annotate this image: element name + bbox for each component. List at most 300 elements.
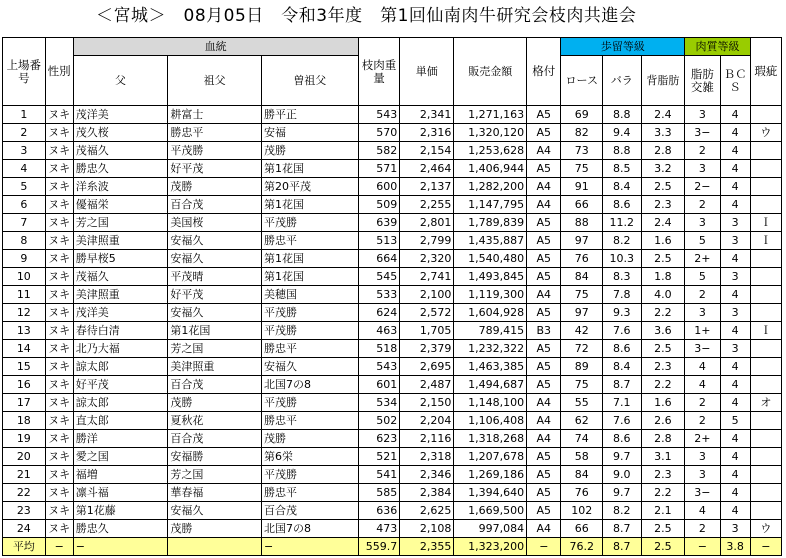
cell-great-grandfather: 安福久 xyxy=(261,358,358,376)
cell-father: 茂洋美 xyxy=(73,106,168,124)
cell-great-grandfather: 第1花国 xyxy=(261,268,358,286)
avg-grade: − xyxy=(527,538,561,556)
cell-great-grandfather: 北国7の8 xyxy=(261,520,358,538)
cell-father: 勝洋 xyxy=(73,430,168,448)
table-row xyxy=(3,358,782,376)
cell-father: 愛之国 xyxy=(73,448,168,466)
cell-bcs: 5 xyxy=(720,412,750,430)
cell-great-grandfather: 茂勝 xyxy=(261,142,358,160)
cell-sex: ヌキ xyxy=(45,124,73,142)
cell-lot-no: 9 xyxy=(3,250,46,268)
cell-backfat: 2.4 xyxy=(641,214,685,232)
table-row xyxy=(3,466,782,484)
cell-backfat: 2.3 xyxy=(641,466,685,484)
cell-sex: ヌキ xyxy=(45,502,73,520)
cell-amount: 1,147,795 xyxy=(454,196,527,214)
cell-amount: 1,604,928 xyxy=(454,304,527,322)
cell-grandfather: 茂勝 xyxy=(168,520,262,538)
cell-marbling: 4 xyxy=(685,376,720,394)
cell-marbling: 2 xyxy=(685,520,720,538)
cell-amount: 1,207,678 xyxy=(454,448,527,466)
cell-marbling: 3 xyxy=(685,304,720,322)
cell-sex: ヌキ xyxy=(45,412,73,430)
header-grandfather: 祖父 xyxy=(168,56,262,106)
cell-sex: ヌキ xyxy=(45,466,73,484)
table-row xyxy=(3,322,782,340)
cell-grade: A5 xyxy=(527,358,561,376)
header-grade: 格付 xyxy=(527,38,561,106)
cell-price: 1,705 xyxy=(400,322,454,340)
cell-rib: 11.2 xyxy=(603,214,641,232)
table-row xyxy=(3,304,782,322)
cell-defect xyxy=(750,268,781,286)
cell-lot-no: 1 xyxy=(3,106,46,124)
avg-backfat: 2.5 xyxy=(641,538,685,556)
header-marbling: 脂肪交雑 xyxy=(685,56,720,106)
cell-lot-no: 7 xyxy=(3,214,46,232)
cell-rib: 8.4 xyxy=(603,178,641,196)
cell-rib: 8.7 xyxy=(603,520,641,538)
cell-defect xyxy=(750,466,781,484)
cell-father: 勝早桜5 xyxy=(73,250,168,268)
cell-loin: 62 xyxy=(561,412,603,430)
cell-grade: A5 xyxy=(527,250,561,268)
cell-loin: 55 xyxy=(561,394,603,412)
cell-great-grandfather: 平茂勝 xyxy=(261,214,358,232)
cell-grade: B3 xyxy=(527,322,561,340)
cell-father: 福増 xyxy=(73,466,168,484)
table-row xyxy=(3,286,782,304)
cell-sex: ヌキ xyxy=(45,430,73,448)
cell-grade: A4 xyxy=(527,196,561,214)
cell-price: 2,318 xyxy=(400,448,454,466)
cell-price: 2,255 xyxy=(400,196,454,214)
cell-loin: 97 xyxy=(561,304,603,322)
cell-loin: 66 xyxy=(561,196,603,214)
avg-bcs: 3.8 xyxy=(720,538,750,556)
cell-weight: 582 xyxy=(358,142,400,160)
cell-great-grandfather: 茂勝 xyxy=(261,430,358,448)
cell-loin: 58 xyxy=(561,448,603,466)
cell-grade: A4 xyxy=(527,394,561,412)
cell-weight: 624 xyxy=(358,304,400,322)
cell-bcs: 4 xyxy=(720,466,750,484)
cell-marbling: 2 xyxy=(685,412,720,430)
cell-weight: 543 xyxy=(358,106,400,124)
cell-bcs: 4 xyxy=(720,196,750,214)
cell-backfat: 1.8 xyxy=(641,268,685,286)
cell-grandfather: 勝忠平 xyxy=(168,124,262,142)
cell-weight: 545 xyxy=(358,268,400,286)
cell-lot-no: 2 xyxy=(3,124,46,142)
cell-weight: 570 xyxy=(358,124,400,142)
cell-defect xyxy=(750,142,781,160)
cell-grade: A4 xyxy=(527,142,561,160)
cell-grandfather: 芳之国 xyxy=(168,340,262,358)
cell-great-grandfather: 平茂勝 xyxy=(261,322,358,340)
avg-father: − xyxy=(73,538,168,556)
cell-lot-no: 23 xyxy=(3,502,46,520)
cell-lot-no: 3 xyxy=(3,142,46,160)
cell-grade: A5 xyxy=(527,268,561,286)
cell-loin: 88 xyxy=(561,214,603,232)
cell-lot-no: 14 xyxy=(3,340,46,358)
table-row xyxy=(3,520,782,538)
cell-loin: 84 xyxy=(561,268,603,286)
cell-great-grandfather: 第1花国 xyxy=(261,196,358,214)
cell-price: 2,572 xyxy=(400,304,454,322)
cell-bcs: 4 xyxy=(720,376,750,394)
header-backfat: 背脂肪 xyxy=(641,56,685,106)
cell-price: 2,341 xyxy=(400,106,454,124)
cell-sex: ヌキ xyxy=(45,286,73,304)
cell-father: 諒太郎 xyxy=(73,358,168,376)
cell-bcs: 3 xyxy=(720,340,750,358)
header-carcass-weight: 枝肉重量 xyxy=(358,38,400,106)
cell-backfat: 2.6 xyxy=(641,412,685,430)
cell-loin: 72 xyxy=(561,340,603,358)
cell-rib: 9.7 xyxy=(603,484,641,502)
cell-backfat: 3.6 xyxy=(641,322,685,340)
cell-lot-no: 15 xyxy=(3,358,46,376)
cell-sex: ヌキ xyxy=(45,376,73,394)
table-row xyxy=(3,124,782,142)
cell-weight: 541 xyxy=(358,466,400,484)
cell-backfat: 1.6 xyxy=(641,394,685,412)
cell-defect xyxy=(750,304,781,322)
cell-loin: 75 xyxy=(561,160,603,178)
cell-amount: 1,494,687 xyxy=(454,376,527,394)
cell-lot-no: 5 xyxy=(3,178,46,196)
cell-grade: A5 xyxy=(527,214,561,232)
cell-grandfather: 平茂勝 xyxy=(168,142,262,160)
cell-amount: 1,106,408 xyxy=(454,412,527,430)
cell-backfat: 2.4 xyxy=(641,106,685,124)
table-row xyxy=(3,142,782,160)
cell-sex: ヌキ xyxy=(45,358,73,376)
cell-grandfather: 華春福 xyxy=(168,484,262,502)
cell-grandfather: 第1花国 xyxy=(168,322,262,340)
cell-amount: 997,084 xyxy=(454,520,527,538)
cell-backfat: 2.5 xyxy=(641,250,685,268)
cell-sex: ヌキ xyxy=(45,142,73,160)
cell-price: 2,799 xyxy=(400,232,454,250)
cell-defect xyxy=(750,340,781,358)
cell-rib: 7.1 xyxy=(603,394,641,412)
cell-grandfather: 耕富士 xyxy=(168,106,262,124)
cell-grandfather: 美国桜 xyxy=(168,214,262,232)
avg-rib: 8.7 xyxy=(603,538,641,556)
cell-grade: A5 xyxy=(527,340,561,358)
cell-price: 2,695 xyxy=(400,358,454,376)
cell-price: 2,204 xyxy=(400,412,454,430)
cell-loin: 69 xyxy=(561,106,603,124)
cell-grandfather: 安福勝 xyxy=(168,448,262,466)
cell-amount: 1,394,640 xyxy=(454,484,527,502)
cell-father: 茂福久 xyxy=(73,142,168,160)
table-row xyxy=(3,196,782,214)
cell-weight: 600 xyxy=(358,178,400,196)
cell-father: 春待白清 xyxy=(73,322,168,340)
cell-grandfather: 平茂晴 xyxy=(168,268,262,286)
cell-bcs: 3 xyxy=(720,214,750,232)
cell-sex: ヌキ xyxy=(45,106,73,124)
cell-great-grandfather: 第1花国 xyxy=(261,160,358,178)
header-lineage: 血統 xyxy=(73,38,358,56)
cell-loin: 89 xyxy=(561,358,603,376)
cell-amount: 1,282,200 xyxy=(454,178,527,196)
cell-rib: 8.5 xyxy=(603,160,641,178)
cell-weight: 463 xyxy=(358,322,400,340)
cell-loin: 97 xyxy=(561,232,603,250)
cell-great-grandfather: 美穂国 xyxy=(261,286,358,304)
cell-backfat: 3.3 xyxy=(641,124,685,142)
avg-price: 2,355 xyxy=(400,538,454,556)
header-lot-no: 上場番号 xyxy=(3,38,46,106)
table-row xyxy=(3,178,782,196)
avg-amount: 1,323,200 xyxy=(454,538,527,556)
cell-grandfather: 茂勝 xyxy=(168,178,262,196)
table-body xyxy=(3,106,782,538)
cell-father: 美津照重 xyxy=(73,286,168,304)
cell-great-grandfather: 勝忠平 xyxy=(261,340,358,358)
cell-defect xyxy=(750,250,781,268)
cell-rib: 10.3 xyxy=(603,250,641,268)
cell-great-grandfather: 安福 xyxy=(261,124,358,142)
page-title: ＜宮城＞ 08月05日 令和3年度 第1回仙南肉牛研究会枝肉共進会 xyxy=(96,6,637,26)
cell-amount: 1,320,120 xyxy=(454,124,527,142)
cell-sex: ヌキ xyxy=(45,160,73,178)
cell-weight: 623 xyxy=(358,430,400,448)
cell-father: 第1花藤 xyxy=(73,502,168,520)
cell-lot-no: 17 xyxy=(3,394,46,412)
header-rib: バラ xyxy=(603,56,641,106)
cell-grandfather: 百合茂 xyxy=(168,430,262,448)
cell-backfat: 2.5 xyxy=(641,340,685,358)
cell-grandfather: 安福久 xyxy=(168,250,262,268)
cell-bcs: 4 xyxy=(720,142,750,160)
table-row xyxy=(3,394,782,412)
cell-bcs: 4 xyxy=(720,286,750,304)
cell-defect: ウ xyxy=(750,124,781,142)
cell-lot-no: 4 xyxy=(3,160,46,178)
cell-backfat: 4.0 xyxy=(641,286,685,304)
cell-defect xyxy=(750,502,781,520)
cell-grandfather: 芳之国 xyxy=(168,466,262,484)
table-row xyxy=(3,268,782,286)
table-row xyxy=(3,214,782,232)
cell-price: 2,346 xyxy=(400,466,454,484)
cell-grandfather: 好平茂 xyxy=(168,286,262,304)
cell-marbling: 2+ xyxy=(685,250,720,268)
cell-grade: A4 xyxy=(527,286,561,304)
avg-defect: − xyxy=(750,538,781,556)
cell-backfat: 2.5 xyxy=(641,520,685,538)
cell-grade: A5 xyxy=(527,502,561,520)
cell-grandfather: 好平茂 xyxy=(168,160,262,178)
cell-amount: 1,119,300 xyxy=(454,286,527,304)
cell-amount: 1,406,944 xyxy=(454,160,527,178)
cell-bcs: 4 xyxy=(720,178,750,196)
cell-marbling: 3 xyxy=(685,106,720,124)
cell-lot-no: 10 xyxy=(3,268,46,286)
cell-grade: A4 xyxy=(527,430,561,448)
cell-rib: 8.2 xyxy=(603,502,641,520)
cell-price: 2,116 xyxy=(400,430,454,448)
cell-marbling: 2+ xyxy=(685,430,720,448)
cell-defect xyxy=(750,376,781,394)
cell-weight: 533 xyxy=(358,286,400,304)
cell-defect xyxy=(750,106,781,124)
cell-loin: 82 xyxy=(561,124,603,142)
avg-weight: 559.7 xyxy=(358,538,400,556)
cell-price: 2,137 xyxy=(400,178,454,196)
cell-defect xyxy=(750,286,781,304)
cell-father: 芳之国 xyxy=(73,214,168,232)
cell-bcs: 4 xyxy=(720,358,750,376)
table-row xyxy=(3,502,782,520)
cell-defect: Ｉ xyxy=(750,322,781,340)
cell-rib: 8.8 xyxy=(603,142,641,160)
cell-amount: 789,415 xyxy=(454,322,527,340)
cell-lot-no: 24 xyxy=(3,520,46,538)
cell-marbling: 5 xyxy=(685,232,720,250)
cell-weight: 636 xyxy=(358,502,400,520)
cell-great-grandfather: 第6栄 xyxy=(261,448,358,466)
cell-amount: 1,271,163 xyxy=(454,106,527,124)
cell-lot-no: 6 xyxy=(3,196,46,214)
cell-great-grandfather: 第20平茂 xyxy=(261,178,358,196)
cell-backfat: 2.1 xyxy=(641,502,685,520)
cell-rib: 8.2 xyxy=(603,232,641,250)
cell-backfat: 3.1 xyxy=(641,448,685,466)
cell-sex: ヌキ xyxy=(45,250,73,268)
avg-label: 平均 xyxy=(3,538,46,556)
cell-price: 2,100 xyxy=(400,286,454,304)
cell-rib: 8.6 xyxy=(603,196,641,214)
cell-great-grandfather: 第1花国 xyxy=(261,250,358,268)
cell-father: 茂福久 xyxy=(73,268,168,286)
cell-bcs: 4 xyxy=(720,484,750,502)
header-sex: 性別 xyxy=(45,38,73,106)
cell-backfat: 1.6 xyxy=(641,232,685,250)
cell-grandfather: 百合茂 xyxy=(168,196,262,214)
cell-sex: ヌキ xyxy=(45,322,73,340)
cell-loin: 91 xyxy=(561,178,603,196)
cell-bcs: 3 xyxy=(720,520,750,538)
cell-grade: A5 xyxy=(527,448,561,466)
cell-lot-no: 18 xyxy=(3,412,46,430)
cell-bcs: 4 xyxy=(720,394,750,412)
cell-weight: 534 xyxy=(358,394,400,412)
cell-amount: 1,318,268 xyxy=(454,430,527,448)
cell-weight: 601 xyxy=(358,376,400,394)
cell-marbling: 3 xyxy=(685,448,720,466)
cell-grade: A5 xyxy=(527,376,561,394)
cell-great-grandfather: 平茂勝 xyxy=(261,394,358,412)
cell-amount: 1,463,385 xyxy=(454,358,527,376)
cell-loin: 76 xyxy=(561,484,603,502)
cell-defect xyxy=(750,430,781,448)
cell-grandfather: 安福久 xyxy=(168,304,262,322)
avg-sex: − xyxy=(45,538,73,556)
cell-loin: 73 xyxy=(561,142,603,160)
cell-loin: 75 xyxy=(561,286,603,304)
cell-rib: 7.8 xyxy=(603,286,641,304)
cell-price: 2,108 xyxy=(400,520,454,538)
header-yield-grade: 歩留等級 xyxy=(561,38,685,56)
cell-amount: 1,789,839 xyxy=(454,214,527,232)
header-sales-amount: 販売金額 xyxy=(454,38,527,106)
cell-father: 勝忠久 xyxy=(73,160,168,178)
table-row xyxy=(3,412,782,430)
cell-sex: ヌキ xyxy=(45,214,73,232)
table-row xyxy=(3,340,782,358)
cell-great-grandfather: 平茂勝 xyxy=(261,304,358,322)
cell-weight: 543 xyxy=(358,358,400,376)
cell-weight: 571 xyxy=(358,160,400,178)
cell-bcs: 4 xyxy=(720,448,750,466)
cell-sex: ヌキ xyxy=(45,178,73,196)
cell-father: 諒太郎 xyxy=(73,394,168,412)
cell-father: 洋糸波 xyxy=(73,178,168,196)
cell-marbling: 2 xyxy=(685,286,720,304)
cell-backfat: 2.2 xyxy=(641,304,685,322)
cell-bcs: 4 xyxy=(720,430,750,448)
avg-marbling: − xyxy=(685,538,720,556)
cell-lot-no: 13 xyxy=(3,322,46,340)
cell-price: 2,320 xyxy=(400,250,454,268)
cell-backfat: 2.3 xyxy=(641,358,685,376)
cell-price: 2,379 xyxy=(400,340,454,358)
table-row xyxy=(3,250,782,268)
cell-weight: 639 xyxy=(358,214,400,232)
cell-grade: A5 xyxy=(527,232,561,250)
cell-sex: ヌキ xyxy=(45,268,73,286)
cell-great-grandfather: 平茂勝 xyxy=(261,466,358,484)
cell-defect xyxy=(750,484,781,502)
cell-loin: 102 xyxy=(561,502,603,520)
table-row xyxy=(3,106,782,124)
cell-rib: 8.8 xyxy=(603,106,641,124)
cell-father: 優福栄 xyxy=(73,196,168,214)
header-unit-price: 単価 xyxy=(400,38,454,106)
cell-father: 北乃大福 xyxy=(73,340,168,358)
cell-rib: 8.6 xyxy=(603,340,641,358)
cell-great-grandfather: 勝忠平 xyxy=(261,412,358,430)
cell-rib: 7.6 xyxy=(603,412,641,430)
cell-weight: 585 xyxy=(358,484,400,502)
header-great-grandfather: 曽祖父 xyxy=(261,56,358,106)
cell-grade: A5 xyxy=(527,466,561,484)
header-loin: ロース xyxy=(561,56,603,106)
cell-great-grandfather: 勝忠平 xyxy=(261,232,358,250)
table-row xyxy=(3,232,782,250)
cell-sex: ヌキ xyxy=(45,232,73,250)
cell-defect: Ｉ xyxy=(750,232,781,250)
cell-father: 美津照重 xyxy=(73,232,168,250)
cell-grade: A5 xyxy=(527,106,561,124)
header-father: 父 xyxy=(73,56,168,106)
cell-defect xyxy=(750,358,781,376)
cell-grade: A4 xyxy=(527,412,561,430)
cell-rib: 8.6 xyxy=(603,430,641,448)
cell-amount: 1,493,845 xyxy=(454,268,527,286)
cell-backfat: 3.2 xyxy=(641,160,685,178)
cell-weight: 664 xyxy=(358,250,400,268)
cell-rib: 9.0 xyxy=(603,466,641,484)
cell-price: 2,384 xyxy=(400,484,454,502)
